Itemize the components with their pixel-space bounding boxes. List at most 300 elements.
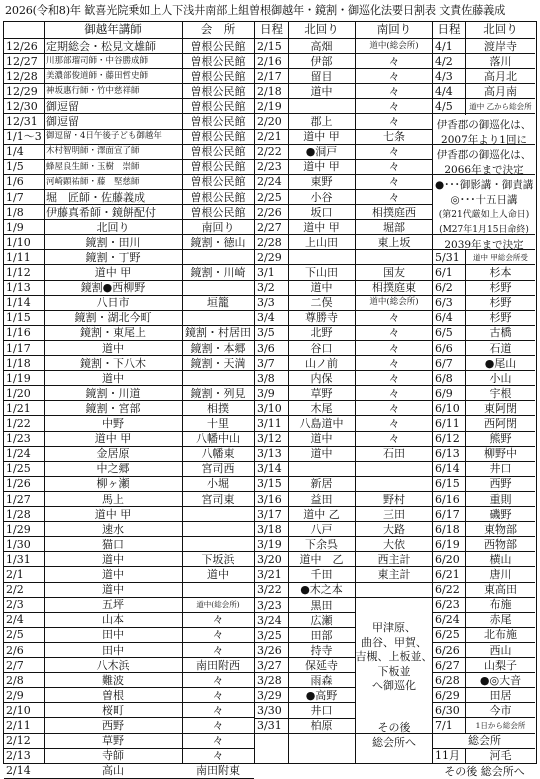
after-row bbox=[433, 749, 535, 764]
row-north: 井口 bbox=[310, 704, 333, 718]
row-south: 曽根公民館 bbox=[190, 190, 246, 204]
row-north: 中之郷 bbox=[96, 462, 130, 476]
row-date: 6/4 bbox=[435, 311, 453, 325]
row-date: 1/11 bbox=[6, 250, 31, 264]
row-north: 郡上 bbox=[310, 115, 333, 129]
row-south: 鏡割・天満 bbox=[190, 356, 246, 370]
row-south: 曽根公民館 bbox=[190, 39, 246, 53]
row-date: 3/3 bbox=[257, 296, 275, 310]
row-north: 雨森 bbox=[310, 674, 333, 688]
table-row bbox=[433, 719, 535, 734]
row-date: 12/30 bbox=[6, 99, 38, 113]
row-date: 1/5 bbox=[6, 160, 24, 174]
row-south: 々 bbox=[388, 356, 400, 370]
table-row bbox=[255, 492, 432, 507]
middle-header-2: 南回り bbox=[376, 22, 412, 37]
row-date: 1/28 bbox=[6, 507, 31, 521]
row-north: 益田 bbox=[310, 492, 333, 506]
row-north: 杉本 bbox=[489, 266, 512, 280]
row-north: 西野 bbox=[102, 719, 124, 733]
table-row bbox=[4, 598, 254, 613]
table-row bbox=[4, 462, 254, 477]
row-north: 道中 乙 bbox=[299, 552, 344, 566]
row-south bbox=[182, 522, 254, 536]
row-north: 道中 甲 bbox=[94, 266, 132, 280]
page-title: 2026(令和8)年 歓喜光院乗如上人下浅井南部上組曽根御越年・鏡割・御巡化法要日割表 文責佐藤義成 bbox=[5, 4, 506, 17]
table-row bbox=[433, 386, 535, 401]
table-row bbox=[433, 583, 535, 598]
row-north: 猫口 bbox=[102, 537, 124, 551]
row-south: 曽根公民館 bbox=[190, 175, 246, 189]
row-north: 磯野 bbox=[489, 507, 512, 521]
legend-note: 2007年より1回に bbox=[441, 133, 527, 146]
table-row bbox=[433, 84, 535, 99]
row-north: 道中 bbox=[102, 583, 124, 597]
table-row bbox=[255, 84, 432, 99]
table-row bbox=[433, 658, 535, 673]
merged-south-note: 甲津原、 曲谷、甲賀、 吉槻、上板並、 下板並 へ御巡化 bbox=[355, 598, 433, 718]
row-north: 黒田 bbox=[310, 598, 333, 612]
row-south: 鏡割・徳山 bbox=[190, 235, 246, 249]
table-row bbox=[255, 99, 432, 114]
table-row bbox=[433, 69, 535, 84]
row-date: 2/3 bbox=[6, 598, 24, 612]
row-date: 3/5 bbox=[257, 326, 275, 340]
legend-note: ◎･･･十五日講 bbox=[450, 194, 518, 206]
row-date: 6/24 bbox=[435, 613, 460, 627]
column-divider bbox=[182, 22, 183, 763]
row-date: 6/13 bbox=[435, 447, 460, 461]
row-south: 曽根公民館 bbox=[190, 130, 246, 144]
row-north: 千田 bbox=[310, 568, 333, 582]
row-date: 1/25 bbox=[6, 462, 31, 476]
row-date: 2/5 bbox=[6, 628, 24, 642]
row-south: 々 bbox=[388, 190, 400, 204]
row-divider bbox=[255, 672, 355, 673]
right-header-1: 北回り bbox=[483, 22, 518, 37]
row-date: 3/13 bbox=[257, 447, 282, 461]
table-row bbox=[255, 341, 432, 356]
row-north: 布施 bbox=[489, 598, 512, 612]
row-date: 6/9 bbox=[435, 386, 453, 400]
row-north: 今市 bbox=[489, 703, 512, 717]
table-row bbox=[4, 613, 254, 628]
row-date: 2/24 bbox=[257, 175, 282, 189]
table-row bbox=[255, 447, 432, 462]
row-north: ●高野 bbox=[305, 689, 338, 703]
table-row bbox=[4, 568, 254, 583]
table-row bbox=[433, 598, 535, 613]
row-north: 小谷 bbox=[310, 190, 333, 204]
table-row bbox=[4, 145, 254, 160]
row-north: 谷口 bbox=[310, 341, 333, 355]
row-date: 11月 bbox=[435, 749, 460, 763]
table-row bbox=[255, 583, 432, 598]
row-date: 2/7 bbox=[6, 658, 24, 672]
table-row bbox=[255, 281, 432, 296]
table-row bbox=[255, 401, 432, 416]
row-north: 草野 bbox=[310, 386, 333, 400]
row-north: 道中 bbox=[310, 281, 333, 295]
row-date: 6/3 bbox=[435, 296, 453, 310]
table-row bbox=[433, 552, 535, 567]
row-south: 相撲 bbox=[207, 401, 229, 415]
row-date: 3/24 bbox=[257, 613, 282, 627]
right-header-row bbox=[433, 22, 535, 39]
row-north: 道中 bbox=[102, 341, 124, 355]
table-row bbox=[433, 673, 535, 688]
row-north: 鏡割・川道 bbox=[85, 386, 141, 400]
table-row bbox=[255, 522, 432, 537]
table-row bbox=[4, 537, 254, 552]
left-header-lecturer: 御越年講師 bbox=[84, 22, 142, 37]
row-date: 2/10 bbox=[6, 703, 31, 717]
row-north: 杉野 bbox=[489, 281, 512, 295]
column-divider bbox=[288, 22, 289, 763]
row-north: 道中 乙 bbox=[303, 507, 340, 521]
row-north: 道中 bbox=[102, 568, 124, 582]
row-south: 南田附西 bbox=[196, 658, 240, 672]
table-row bbox=[4, 401, 254, 416]
middle-header-1: 北回り bbox=[304, 22, 339, 37]
row-date: 7/1 bbox=[435, 719, 453, 733]
table-row bbox=[433, 537, 535, 552]
table-row bbox=[4, 522, 254, 537]
row-north: 伊藤真希師・鏡餅配付 bbox=[46, 205, 156, 219]
row-date: 1/6 bbox=[6, 175, 24, 189]
right-table bbox=[432, 22, 535, 778]
row-date: 3/23 bbox=[257, 598, 282, 612]
table-row bbox=[255, 386, 432, 401]
table-row bbox=[255, 205, 432, 220]
row-north: 田部 bbox=[310, 628, 333, 642]
row-date: 6/18 bbox=[435, 522, 460, 536]
row-north: 西物部 bbox=[484, 537, 517, 551]
table-row bbox=[433, 613, 535, 628]
row-date: 6/14 bbox=[435, 462, 460, 476]
row-south: 道中(総会所) bbox=[369, 297, 419, 308]
row-date: 1/31 bbox=[6, 552, 31, 566]
row-date: 1/29 bbox=[6, 522, 31, 536]
row-north: 井口 bbox=[489, 462, 512, 476]
row-south bbox=[182, 281, 254, 295]
table-row bbox=[255, 250, 432, 265]
row-north: 高山 bbox=[102, 764, 124, 778]
row-divider bbox=[255, 687, 355, 688]
row-south bbox=[182, 537, 254, 551]
row-date: 3/2 bbox=[257, 281, 275, 295]
table-row bbox=[4, 84, 254, 99]
row-north: 留目 bbox=[310, 69, 333, 83]
row-date: 3/28 bbox=[257, 674, 282, 688]
row-date: 12/28 bbox=[6, 69, 38, 83]
row-north: 東物部 bbox=[484, 522, 517, 536]
row-date: 2/19 bbox=[257, 99, 282, 113]
row-south: 々 bbox=[388, 386, 400, 400]
table-row bbox=[255, 115, 432, 130]
row-date: 3/20 bbox=[257, 552, 282, 566]
table-row bbox=[433, 39, 535, 54]
middle-table bbox=[254, 22, 432, 763]
table-row bbox=[4, 190, 254, 205]
row-south: 曽根公民館 bbox=[190, 160, 246, 174]
row-north: 北野 bbox=[310, 326, 333, 340]
row-north: 柏原 bbox=[310, 719, 333, 733]
row-date: 3/30 bbox=[257, 704, 282, 718]
row-divider bbox=[255, 718, 355, 719]
table-row bbox=[255, 552, 432, 567]
row-date: 6/23 bbox=[435, 598, 460, 612]
middle-header-0: 日程 bbox=[260, 22, 283, 37]
row-south: 南回り bbox=[201, 220, 235, 234]
table-row bbox=[433, 477, 535, 492]
row-south: 相撲庭西 bbox=[372, 205, 416, 219]
row-date: 2/8 bbox=[6, 673, 24, 687]
row-north: 桜町 bbox=[102, 703, 124, 717]
row-south: 々 bbox=[212, 703, 224, 717]
row-south: 曽根公民館 bbox=[190, 145, 246, 159]
row-south: 々 bbox=[388, 175, 400, 189]
table-row bbox=[4, 703, 254, 718]
row-north: 鏡割・下八木 bbox=[80, 356, 146, 370]
table-row bbox=[4, 507, 254, 522]
row-date: 3/12 bbox=[257, 432, 282, 446]
row-north: 道中 bbox=[310, 447, 333, 461]
row-south: 々 bbox=[212, 688, 224, 702]
row-north: 川那部瑠司師・中谷勝成師 bbox=[46, 55, 149, 66]
table-row bbox=[255, 160, 432, 175]
row-date: 3/17 bbox=[257, 507, 282, 521]
legend-note: 伊香郡の御巡化は、 bbox=[436, 118, 532, 131]
row-north: 小山 bbox=[489, 371, 512, 385]
row-north: 伊部 bbox=[310, 54, 333, 68]
row-date: 6/22 bbox=[435, 583, 460, 597]
row-north: 道中 甲 bbox=[94, 432, 132, 446]
column-divider bbox=[465, 250, 466, 733]
row-date: 2/2 bbox=[6, 583, 24, 597]
row-date: 3/27 bbox=[257, 659, 282, 673]
legend-note: 2039年まで決定 bbox=[444, 239, 524, 252]
after-row bbox=[433, 734, 535, 749]
table-row bbox=[433, 522, 535, 537]
row-date: 6/19 bbox=[435, 537, 460, 551]
row-date: 2/18 bbox=[257, 84, 282, 98]
table-row bbox=[255, 371, 432, 386]
row-date: 3/29 bbox=[257, 689, 282, 703]
table-row bbox=[4, 643, 254, 658]
row-north: 田中 bbox=[102, 628, 124, 642]
table-row bbox=[255, 432, 432, 447]
row-south: 南田附東 bbox=[196, 764, 240, 778]
table-row bbox=[255, 220, 432, 235]
row-date: 1/24 bbox=[6, 447, 31, 461]
table-row bbox=[255, 145, 432, 160]
row-date: 6/15 bbox=[435, 477, 460, 491]
row-north: 横山 bbox=[489, 552, 512, 566]
row-south: 々 bbox=[388, 401, 400, 415]
row-north bbox=[288, 462, 355, 476]
row-north: 寺師 bbox=[102, 749, 124, 763]
row-date: 6/30 bbox=[435, 703, 460, 717]
row-south bbox=[182, 583, 254, 597]
row-north: 西野 bbox=[489, 477, 512, 491]
row-north: 馬上 bbox=[102, 492, 124, 506]
row-south: 道中 bbox=[207, 568, 229, 582]
row-north: 山梨子 bbox=[484, 658, 517, 672]
row-date: 3/11 bbox=[257, 417, 282, 431]
table-row bbox=[255, 477, 432, 492]
row-north: 道中 甲 bbox=[303, 220, 340, 234]
row-north: 蜂屋良生師・玉樹 崇師 bbox=[46, 161, 140, 172]
row-date: 3/21 bbox=[257, 568, 282, 582]
table-row bbox=[4, 764, 254, 779]
row-north: 下山田 bbox=[305, 266, 338, 280]
note-divider bbox=[433, 234, 535, 235]
row-north: 鏡割・湖北今町 bbox=[74, 311, 152, 325]
row-date: 3/22 bbox=[257, 583, 282, 597]
table-row bbox=[4, 99, 254, 114]
row-south: 堀部 bbox=[383, 220, 405, 234]
table-row bbox=[255, 326, 432, 341]
row-date: 1/21 bbox=[6, 401, 31, 415]
row-date: 6/26 bbox=[435, 643, 460, 657]
row-south: 々 bbox=[212, 613, 224, 627]
row-north: 東野 bbox=[310, 175, 333, 189]
row-date: 6/29 bbox=[435, 688, 460, 702]
row-date: 3/25 bbox=[257, 628, 282, 642]
row-date: 3/7 bbox=[257, 356, 275, 370]
table-row bbox=[255, 235, 432, 250]
row-date: 1/18 bbox=[6, 356, 31, 370]
row-date: 12/31 bbox=[6, 115, 38, 129]
row-date: 2/12 bbox=[6, 734, 31, 748]
row-south: 十里 bbox=[207, 417, 229, 431]
table-row bbox=[433, 311, 535, 326]
row-south: 曽根公民館 bbox=[190, 115, 246, 129]
row-north: 熊野 bbox=[489, 432, 512, 446]
row-date: 1/4 bbox=[6, 145, 24, 159]
row-south: 小堀 bbox=[207, 477, 229, 491]
row-north: 新居 bbox=[310, 477, 333, 491]
row-north: 内保 bbox=[310, 371, 333, 385]
row-date: 6/1 bbox=[435, 266, 453, 280]
row-north: 北布施 bbox=[484, 628, 517, 642]
row-date: 6/17 bbox=[435, 507, 460, 521]
row-date: 1/7 bbox=[6, 190, 24, 204]
table-row bbox=[4, 371, 254, 386]
table-row bbox=[4, 296, 254, 311]
row-south: 々 bbox=[388, 145, 400, 159]
row-date: 3/8 bbox=[257, 371, 275, 385]
row-date: 1/26 bbox=[6, 477, 31, 491]
row-north: 難波 bbox=[102, 673, 124, 687]
row-north: 坂口 bbox=[310, 205, 333, 219]
row-date: 6/27 bbox=[435, 658, 460, 672]
row-south bbox=[355, 583, 433, 597]
row-north: 杉野 bbox=[489, 311, 512, 325]
row-date: 4/3 bbox=[435, 69, 453, 83]
row-north: 八戸 bbox=[310, 522, 333, 536]
row-date: 6/6 bbox=[435, 341, 453, 355]
row-date: 5/31 bbox=[435, 250, 460, 264]
row-date: 2/23 bbox=[257, 160, 282, 174]
row-south: 道中(総会所) bbox=[196, 599, 240, 609]
row-date: 12/26 bbox=[6, 39, 38, 53]
row-south: 曽根公民館 bbox=[190, 69, 246, 83]
table-row bbox=[4, 386, 254, 401]
row-north: 宇根 bbox=[489, 386, 512, 400]
row-date: 2/22 bbox=[257, 145, 282, 159]
row-north: 御逗留 bbox=[46, 99, 79, 113]
row-date: 1/10 bbox=[6, 235, 31, 249]
right-header-0: 日程 bbox=[437, 22, 461, 37]
row-south: 々 bbox=[388, 115, 400, 129]
row-south bbox=[182, 250, 254, 264]
table-row bbox=[4, 39, 254, 54]
left-header-date bbox=[4, 22, 44, 38]
table-row bbox=[255, 568, 432, 583]
after-venue: 総会所 bbox=[468, 734, 501, 748]
row-date: 2/13 bbox=[6, 749, 31, 763]
row-north: 田居 bbox=[489, 688, 512, 702]
row-north: 杉野 bbox=[489, 296, 512, 310]
table-row bbox=[433, 492, 535, 507]
row-date: 1/14 bbox=[6, 296, 31, 310]
legend-note: 2066年まで決定 bbox=[444, 163, 524, 176]
table-row bbox=[4, 250, 254, 265]
row-date: 3/4 bbox=[257, 311, 275, 325]
row-north: 古橋 bbox=[489, 326, 512, 340]
after-row bbox=[433, 764, 535, 779]
row-date: 3/31 bbox=[257, 719, 282, 733]
table-row bbox=[255, 130, 432, 145]
row-date: 3/10 bbox=[257, 401, 282, 415]
row-north bbox=[288, 250, 355, 264]
row-date: 1/27 bbox=[6, 492, 31, 506]
row-date: 2/21 bbox=[257, 130, 282, 144]
row-date: 1/1～3 bbox=[6, 130, 42, 144]
row-date: 6/21 bbox=[435, 568, 460, 582]
table-row bbox=[4, 160, 254, 175]
row-date: 2/25 bbox=[257, 190, 282, 204]
row-south: 々 bbox=[388, 69, 400, 83]
after-note: その後 総会所へ bbox=[372, 721, 416, 749]
row-date: 6/20 bbox=[435, 552, 460, 566]
row-south: 々 bbox=[388, 341, 400, 355]
row-south: 鏡割・川崎 bbox=[190, 266, 246, 280]
left-header-venue: 会 所 bbox=[200, 22, 236, 37]
row-date: 3/15 bbox=[257, 477, 282, 491]
row-north: 道中 bbox=[310, 84, 333, 98]
table-row bbox=[4, 130, 254, 145]
row-south: 曽根公民館 bbox=[190, 54, 246, 68]
row-date: 3/6 bbox=[257, 341, 275, 355]
column-divider bbox=[465, 22, 466, 115]
row-south: 大路 bbox=[383, 522, 405, 536]
note-divider bbox=[433, 144, 535, 145]
row-north: 鏡割・田川 bbox=[85, 235, 141, 249]
row-north: 美濃部俊道師・藤田哲史師 bbox=[46, 70, 149, 81]
row-divider bbox=[255, 657, 355, 658]
schedule-sheet bbox=[3, 21, 537, 778]
row-north: 道中 甲 bbox=[303, 160, 340, 174]
row-north: 道中 乙から総会所 bbox=[469, 101, 532, 111]
row-north: 柳野中 bbox=[484, 447, 517, 461]
table-row bbox=[4, 175, 254, 190]
row-north: 鏡割●西柳野 bbox=[80, 281, 146, 295]
row-south: 々 bbox=[212, 719, 224, 733]
row-south: 々 bbox=[212, 749, 224, 763]
